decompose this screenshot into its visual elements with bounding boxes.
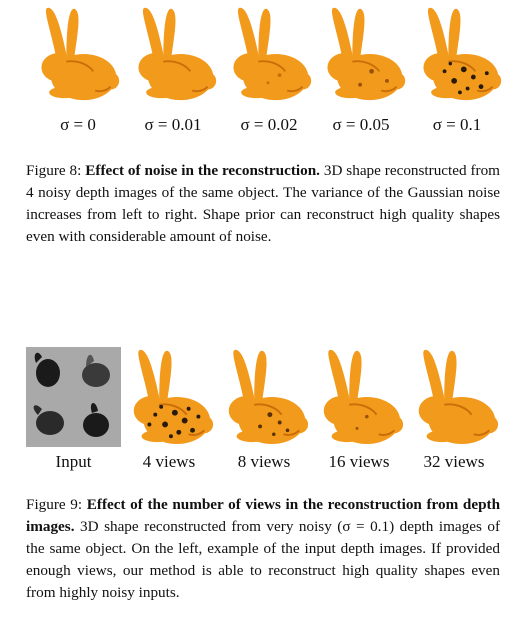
bunny-image-sigma-001 <box>125 2 221 106</box>
bunny-image-sigma-002 <box>220 2 316 106</box>
label-sigma-01: σ = 0.1 <box>432 115 482 134</box>
label-sigma-002: σ = 0.02 <box>240 115 298 134</box>
bunny-image-sigma-01 <box>410 2 506 106</box>
figure9-caption <box>26 494 500 604</box>
bunny-image-32-views <box>405 343 503 451</box>
input-depth-images <box>26 347 121 447</box>
figure9-caption-body: 3D shape reconstructed from very noisy (σ = 0.1) depth images of the same object. On the left, example of the input depth images. If provided enough views, our method is able to reconstruct high quality shapes even from highly noisy inputs. <box>26 518 501 601</box>
label-input: Input <box>55 452 92 471</box>
bunny-image-4-views <box>120 343 218 451</box>
label-16-views: 16 views <box>328 452 390 471</box>
label-8-views: 8 views <box>237 452 291 471</box>
bunny-image-sigma-0 <box>28 2 124 106</box>
figure8-caption <box>26 160 500 248</box>
figure8-images <box>0 2 515 110</box>
figure8-caption-title: Effect of noise in the reconstruction. <box>85 162 320 179</box>
figure8-caption-body: 3D shape reconstructed from 4 noisy depth images of the same object. The variance of the Gaussian noise increases from left to right. Shape prior can reconstruct high quality shapes even with considerable amount of noise. <box>26 162 500 245</box>
label-4-views: 4 views <box>142 452 196 471</box>
figure9-caption-title: Effect of the number of views in the reconstruction from depth images. <box>26 496 501 535</box>
label-sigma-005: σ = 0.05 <box>332 115 390 134</box>
bunny-image-16-views <box>310 343 408 451</box>
figure9-caption-prefix: Figure 9: <box>26 496 83 513</box>
bunny-image-8-views <box>215 343 313 451</box>
figure8-caption-prefix: Figure 8: <box>26 162 82 179</box>
label-32-views: 32 views <box>423 452 485 471</box>
label-sigma-001: σ = 0.01 <box>144 115 202 134</box>
bunny-image-sigma-005 <box>314 2 410 106</box>
label-sigma-0: σ = 0 <box>60 115 96 134</box>
